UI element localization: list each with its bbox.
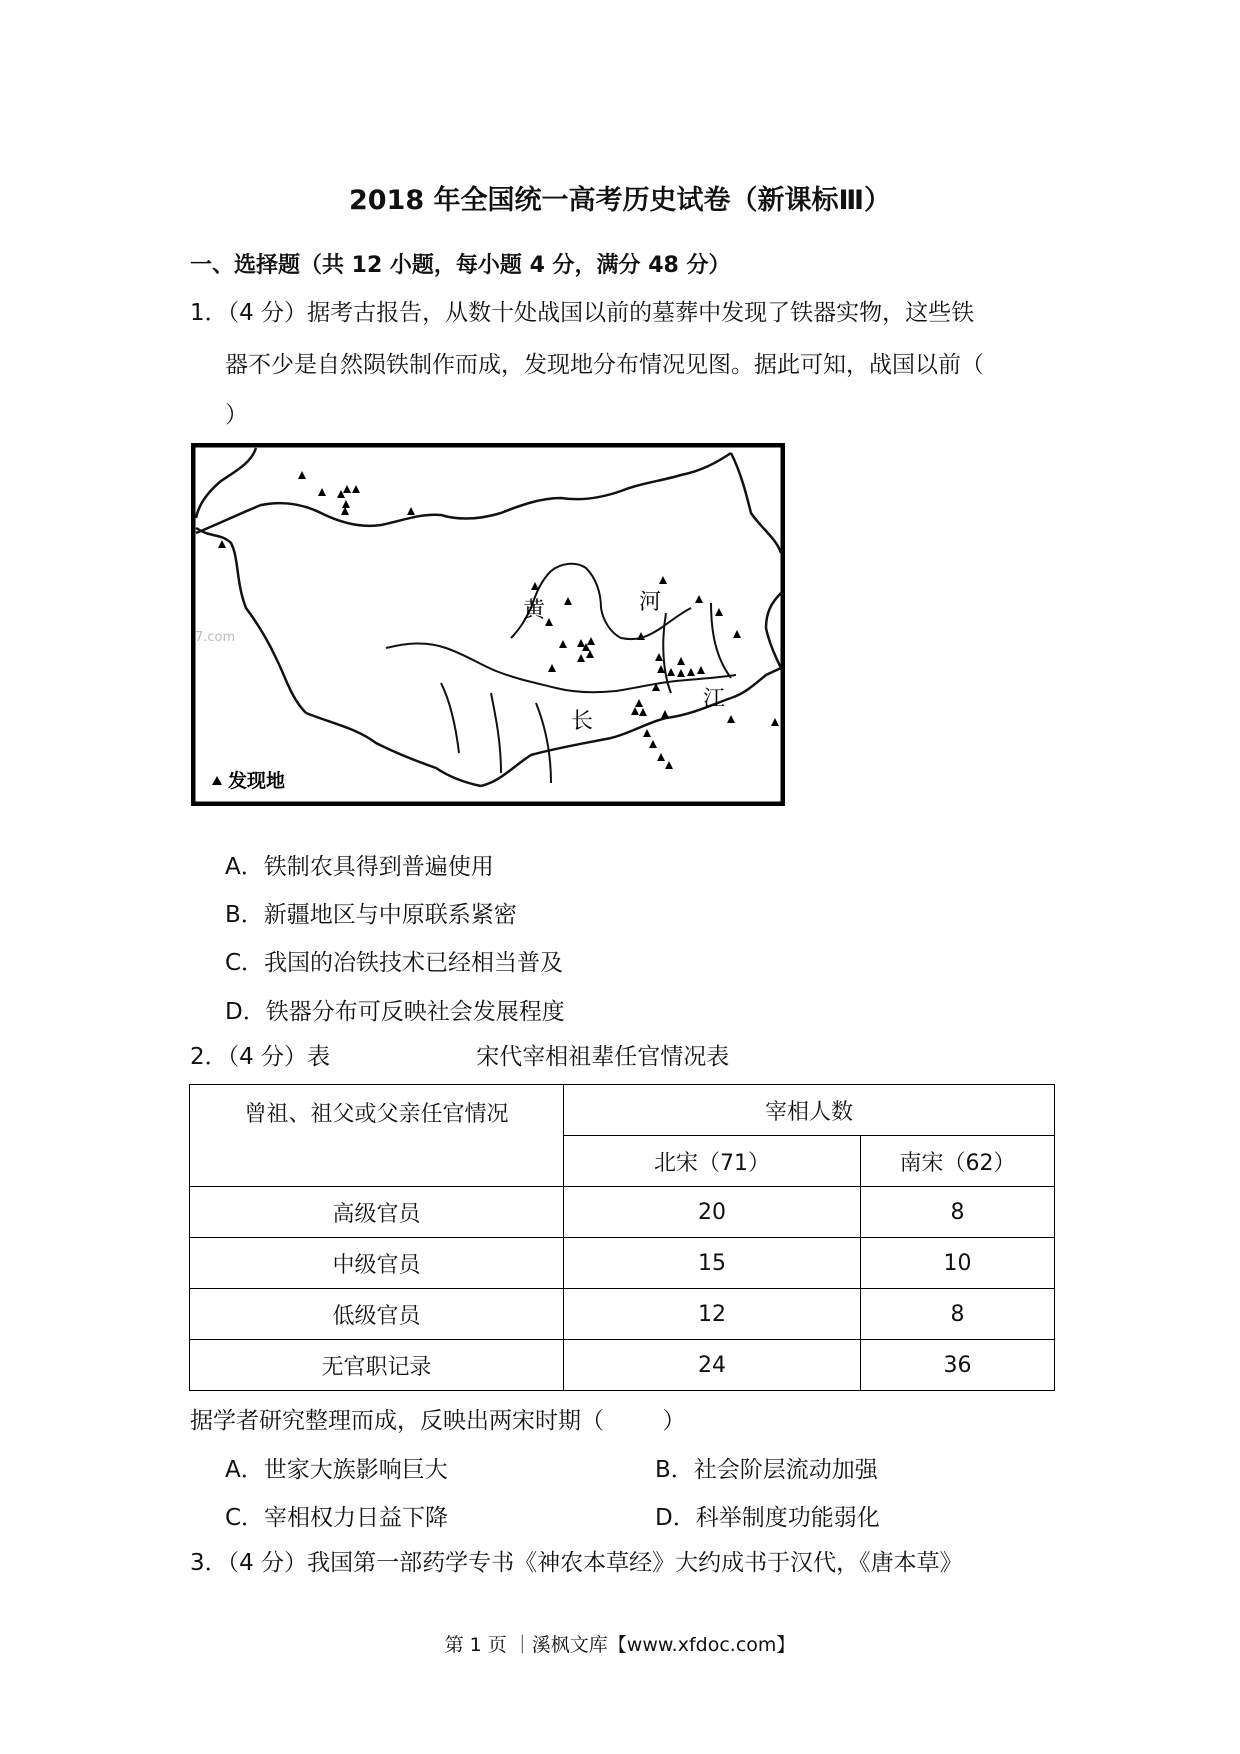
row-label: 中级官员 (190, 1238, 564, 1289)
q2-stem-after-table: 据学者研究整理而成，反映出两宋时期（ ） (190, 1408, 686, 1434)
map-label-he: 河 (639, 590, 662, 615)
iron-finds-map (191, 443, 785, 806)
page-title: 2018 年全国统一高考历史试卷（新课标Ⅲ） (348, 185, 892, 216)
q1-option-d: D．铁器分布可反映社会发展程度 (225, 999, 565, 1025)
row-south: 8 (861, 1289, 1055, 1340)
page-footer: 第 1 页 ｜溪枫文库【www.xfdoc.com】 (444, 1634, 796, 1656)
q2-option-c: C．宰相权力日益下降 (225, 1505, 449, 1531)
row-north: 20 (564, 1187, 861, 1238)
q3-line1: 3．（4 分）我国第一部药学专书《神农本草经》大约成书于汉代，《唐本草》 (190, 1550, 963, 1576)
q1-line1: 1．（4 分）据考古报告，从数十处战国以前的墓葬中发现了铁器实物，这些铁 (190, 300, 975, 326)
table-row (190, 1238, 1055, 1289)
table-row (190, 1340, 1055, 1391)
table-subheader-north: 北宋（71） (564, 1136, 861, 1187)
q1-line3: ） (225, 402, 248, 428)
song-chancellor-table (189, 1084, 1055, 1391)
table-header-left: 曾祖、祖父或父亲任官情况 (190, 1085, 564, 1187)
row-north: 12 (564, 1289, 861, 1340)
q1-line2: 器不少是自然陨铁制作而成，发现地分布情况见图。据此可知，战国以前（ (225, 352, 984, 378)
table-row (190, 1187, 1055, 1238)
table-subheader-south: 南宋（62） (861, 1136, 1055, 1187)
row-north: 15 (564, 1238, 861, 1289)
table-row (190, 1289, 1055, 1340)
row-south: 8 (861, 1187, 1055, 1238)
row-south: 36 (861, 1340, 1055, 1391)
row-label: 无官职记录 (190, 1340, 564, 1391)
q2-option-d: D．科举制度功能弱化 (655, 1505, 880, 1531)
map-label-jiang: 江 (703, 687, 726, 712)
row-label: 高级官员 (190, 1187, 564, 1238)
map-legend-label: 发现地 (228, 770, 286, 792)
q2-line1: 2．（4 分）表 宋代宰相祖辈任官情况表 (190, 1044, 730, 1070)
section-header: 一、选择题（共 12 小题，每小题 4 分，满分 48 分） (190, 253, 731, 278)
row-label: 低级官员 (190, 1289, 564, 1340)
q1-option-b: B．新疆地区与中原联系紧密 (225, 902, 517, 928)
q2-option-b: B．社会阶层流动加强 (655, 1457, 878, 1483)
map-label-chang: 长 (571, 709, 594, 734)
q1-option-c: C．我国的冶铁技术已经相当普及 (225, 950, 564, 976)
row-south: 10 (861, 1238, 1055, 1289)
map-border (193, 445, 783, 804)
map-label-huang: 黄 (523, 598, 546, 623)
q2-option-a: A．世家大族影响巨大 (225, 1457, 448, 1483)
q1-option-a: A．铁制农具得到普遍使用 (225, 854, 494, 880)
map-watermark: 7.com (195, 630, 236, 645)
table-header-right: 宰相人数 (564, 1085, 1055, 1136)
row-north: 24 (564, 1340, 861, 1391)
